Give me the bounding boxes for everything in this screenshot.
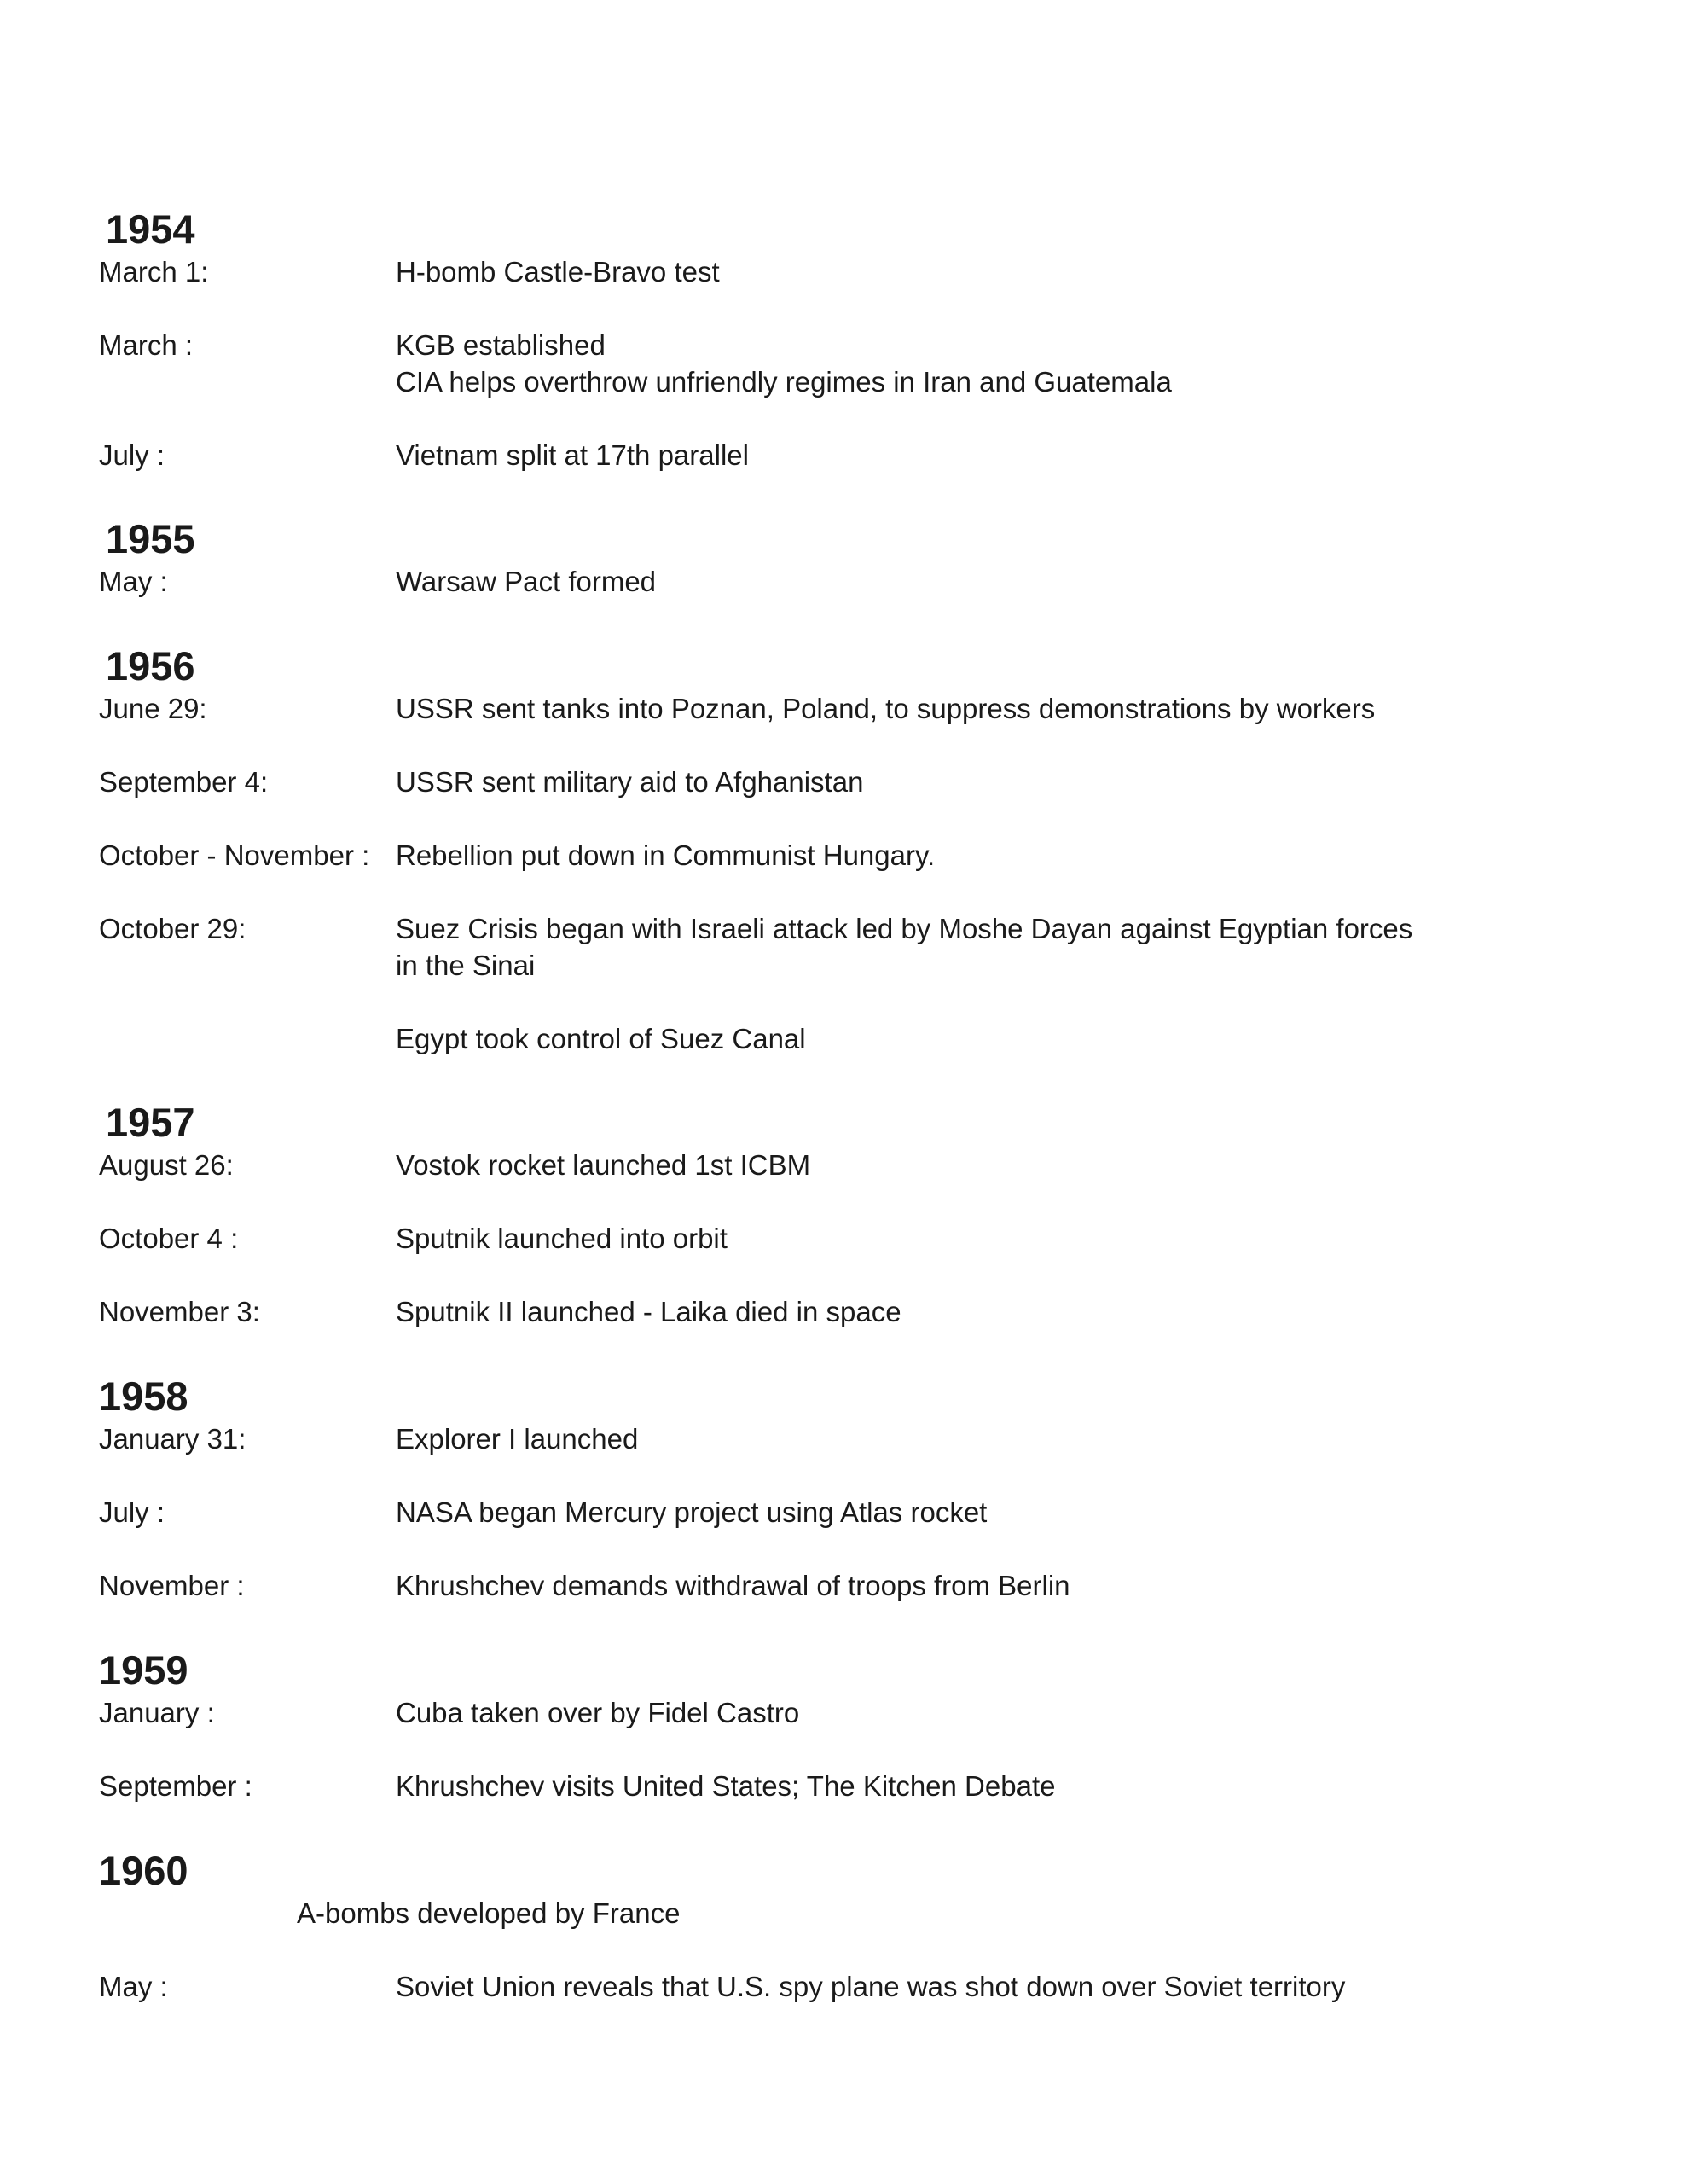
entry-date: July : xyxy=(99,1496,165,1528)
entry-date: May : xyxy=(99,1971,168,2002)
entry-date: November 3: xyxy=(99,1296,260,1327)
entry-text: CIA helps overthrow unfriendly regimes in Iran and Guatemala xyxy=(396,366,1172,398)
year-heading: 1960 xyxy=(99,1848,188,1893)
entry-text: H-bomb Castle-Bravo test xyxy=(396,256,720,288)
entry-text: Vietnam split at 17th parallel xyxy=(396,439,749,471)
entry-date: October - November : xyxy=(99,839,370,871)
entry-text: Vostok rocket launched 1st ICBM xyxy=(396,1149,811,1181)
year-heading: 1956 xyxy=(106,643,195,688)
entry-date: September 4: xyxy=(99,766,269,798)
entry-date: May : xyxy=(99,566,168,597)
entry-text: USSR sent tanks into Poznan, Poland, to suppress demonstrations by workers xyxy=(396,693,1376,724)
year-heading: 1959 xyxy=(99,1647,188,1693)
entry-date: July : xyxy=(99,439,165,471)
entry-date: October 4 : xyxy=(99,1223,239,1254)
entry-date: October 29: xyxy=(99,913,246,944)
entry-date: August 26: xyxy=(99,1149,234,1181)
year-heading: 1955 xyxy=(106,516,195,561)
entry-date: March : xyxy=(99,329,194,361)
entry-text: NASA began Mercury project using Atlas rocket xyxy=(396,1496,988,1528)
entry-text: in the Sinai xyxy=(396,950,536,981)
entry-text: Explorer I launched xyxy=(396,1423,639,1455)
entry-text: Warsaw Pact formed xyxy=(396,566,657,597)
entry-date: January 31: xyxy=(99,1423,246,1455)
entry-date: September : xyxy=(99,1770,252,1802)
year-heading: 1957 xyxy=(106,1100,195,1145)
entry-text: Sputnik launched into orbit xyxy=(396,1223,728,1254)
entry-text: Soviet Union reveals that U.S. spy plane was shot down over Soviet territory xyxy=(396,1971,1346,2002)
entry-text: Cuba taken over by Fidel Castro xyxy=(396,1697,800,1728)
year-heading: 1954 xyxy=(106,206,195,252)
year-heading: 1958 xyxy=(99,1374,188,1419)
entry-date: June 29: xyxy=(99,693,207,724)
entry-text: USSR sent military aid to Afghanistan xyxy=(396,766,864,798)
entry-text: Khrushchev demands withdrawal of troops from Berlin xyxy=(396,1570,1070,1601)
entry-text: KGB established xyxy=(396,329,606,361)
entry-date: January : xyxy=(99,1697,215,1728)
entry-text: Khrushchev visits United States; The Kitchen Debate xyxy=(396,1770,1056,1802)
entry-text: Sputnik II launched - Laika died in space xyxy=(396,1296,901,1327)
entry-date: November : xyxy=(99,1570,245,1601)
entry-text: Suez Crisis began with Israeli attack led by Moshe Dayan against Egyptian forces xyxy=(396,913,1413,944)
entry-text: Egypt took control of Suez Canal xyxy=(396,1023,806,1054)
entry-text: A-bombs developed by France xyxy=(297,1897,681,1929)
entry-text: Rebellion put down in Communist Hungary. xyxy=(396,839,936,871)
entry-date: March 1: xyxy=(99,256,209,288)
